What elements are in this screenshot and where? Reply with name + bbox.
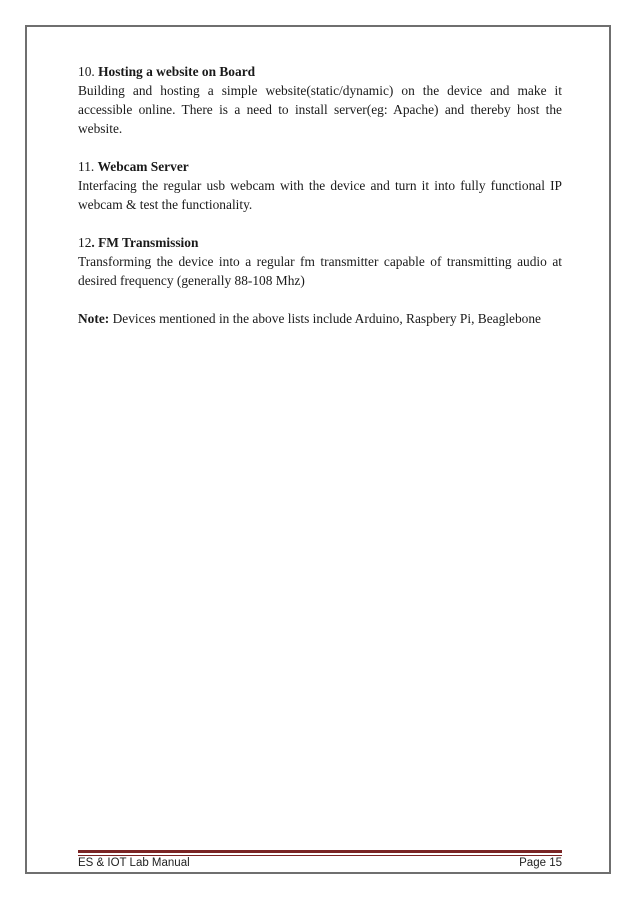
note-text: Devices mentioned in the above lists include Arduino, Raspbery Pi, Beaglebone <box>112 311 542 326</box>
section-description: Interfacing the regular usb webcam with the device and turn it into fully functional IP webcam & test the functionality. <box>78 178 562 212</box>
footer-rule <box>78 850 562 853</box>
section-title: Hosting a website on Board <box>98 64 256 79</box>
section-number: 11. <box>78 159 95 174</box>
section-fm-transmission <box>78 233 562 290</box>
note-label: Note: <box>78 311 110 326</box>
footer-page-number: Page 15 <box>519 857 562 869</box>
section-heading <box>78 233 562 252</box>
footer-document-title: ES & IOT Lab Manual <box>78 857 190 869</box>
footer-rule-thin <box>78 855 562 856</box>
section-hosting-website <box>78 62 562 138</box>
note-paragraph <box>78 309 562 328</box>
section-heading <box>78 62 562 81</box>
section-description: Building and hosting a simple website(static/dynamic) on the device and make it accessible online. There is a need to install server(eg: Apache) and thereby host the website. <box>78 83 562 136</box>
section-webcam-server <box>78 157 562 214</box>
section-title: . FM Transmission <box>91 235 199 250</box>
section-heading <box>78 157 562 176</box>
section-number: 12 <box>78 235 92 250</box>
section-description: Transforming the device into a regular fm transmitter capable of transmitting audio at desired frequency (generally 88-108 Mhz) <box>78 254 562 288</box>
page-content <box>78 62 562 328</box>
section-title: Webcam Server <box>97 159 189 174</box>
section-number: 10. <box>78 64 95 79</box>
